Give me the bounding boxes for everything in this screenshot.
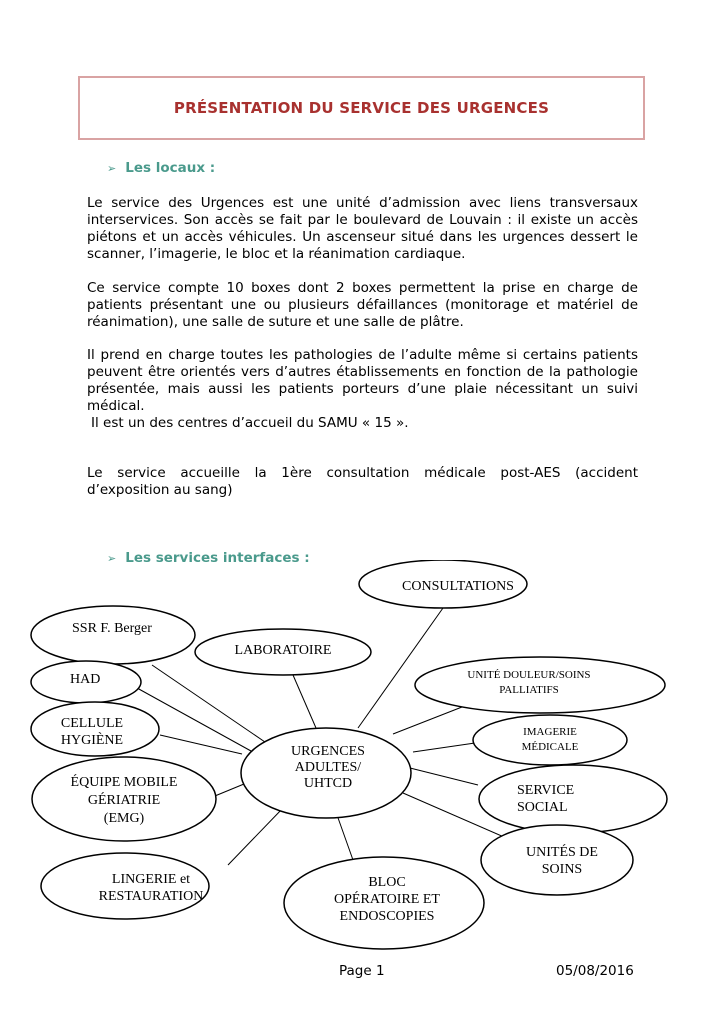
node-lingerie-label: LINGERIE et [111, 872, 191, 887]
connector-line [393, 707, 462, 734]
connector-line [152, 665, 265, 742]
connector-line [410, 768, 478, 785]
node-unites-label: UNITÉS DE [526, 845, 598, 860]
section-heading-label: Les locaux : [125, 160, 216, 176]
node-unites-ellipse [481, 825, 633, 895]
node-social-label: SERVICE [517, 783, 575, 798]
node-consultations-label: CONSULTATIONS [402, 579, 514, 594]
node-douleur-label: UNITÉ DOULEUR/SOINS [467, 669, 591, 681]
node-cellule-label: CELLULE [60, 716, 124, 731]
node-center-label: URGENCES [291, 744, 365, 759]
node-emg-label: ÉQUIPE MOBILE [70, 775, 178, 790]
node-imagerie-ellipse [473, 715, 627, 765]
node-douleur-label: PALLIATIFS [499, 684, 559, 696]
paragraph-aes: Le service accueille la 1ère consultation médicale post-AES (accident d’exposition au sang) [87, 465, 638, 498]
arrow-bullet-icon: ➢ [107, 162, 117, 175]
node-center-label: UHTCD [303, 776, 353, 791]
node-social-ellipse [479, 765, 667, 833]
connector-line [228, 808, 283, 865]
node-ssr-label: SSR F. Berger [72, 621, 152, 636]
paragraph-samu: Il est un des centres d’accueil du SAMU « 15 ». [91, 415, 409, 431]
node-emg-label: GÉRIATRIE [87, 793, 161, 808]
title-box [78, 76, 645, 140]
section-heading-locaux [107, 160, 215, 176]
node-bloc-label: BLOC [368, 875, 406, 890]
paragraph-pathologies: Il prend en charge toutes les pathologies de l’adulte même si certains patients peuvent être orientés vers d’autres établissements en fonction de la pathologie présentée, mais aussi les patients porteurs d’une plaie nécessitant un suivi médical. [87, 347, 638, 414]
connector-line [160, 735, 242, 754]
section-heading-label: Les services interfaces : [125, 550, 310, 566]
node-emg-label: (EMG) [103, 811, 145, 826]
node-center-label: ADULTES/ [294, 760, 362, 775]
node-lingerie-label: RESTAURATION [98, 889, 204, 904]
node-bloc-label: ENDOSCOPIES [339, 909, 435, 924]
connector-line [358, 608, 443, 728]
paragraph-access: Le service des Urgences est une unité d’admission avec liens transversaux interservices. Son accès se fait par le boulevard de Louvain : il existe un accès piétons et un accès véhicules. Un ascenseur situé dans les urgences dessert le scanner, l’imagerie, le bloc et la réanimation cardiaque. [87, 195, 638, 262]
connector-line [293, 675, 316, 728]
node-bloc-label: OPÉRATOIRE ET [334, 892, 440, 907]
node-imagerie-label: IMAGERIE [523, 726, 577, 738]
connector-line [413, 743, 475, 752]
node-had-label: HAD [70, 672, 101, 687]
services-diagram [0, 560, 725, 955]
node-laboratoire-label: LABORATOIRE [234, 643, 332, 658]
node-cellule-label: HYGIÈNE [60, 733, 124, 748]
node-imagerie-label: MÉDICALE [521, 741, 579, 753]
node-unites-label: SOINS [541, 862, 583, 877]
footer-date: 05/08/2016 [556, 963, 634, 979]
arrow-bullet-icon: ➢ [107, 552, 117, 565]
paragraph-boxes: Ce service compte 10 boxes dont 2 boxes permettent la prise en charge de patients présentant une ou plusieurs défaillances (monitorage et matériel de réanimation), une salle de suture et une salle de plâtre. [87, 280, 638, 330]
connector-line [337, 815, 353, 860]
page-title: PRÉSENTATION DU SERVICE DES URGENCES [173, 99, 550, 117]
node-social-label: SOCIAL [517, 800, 568, 815]
page-number: Page 1 [339, 963, 385, 979]
